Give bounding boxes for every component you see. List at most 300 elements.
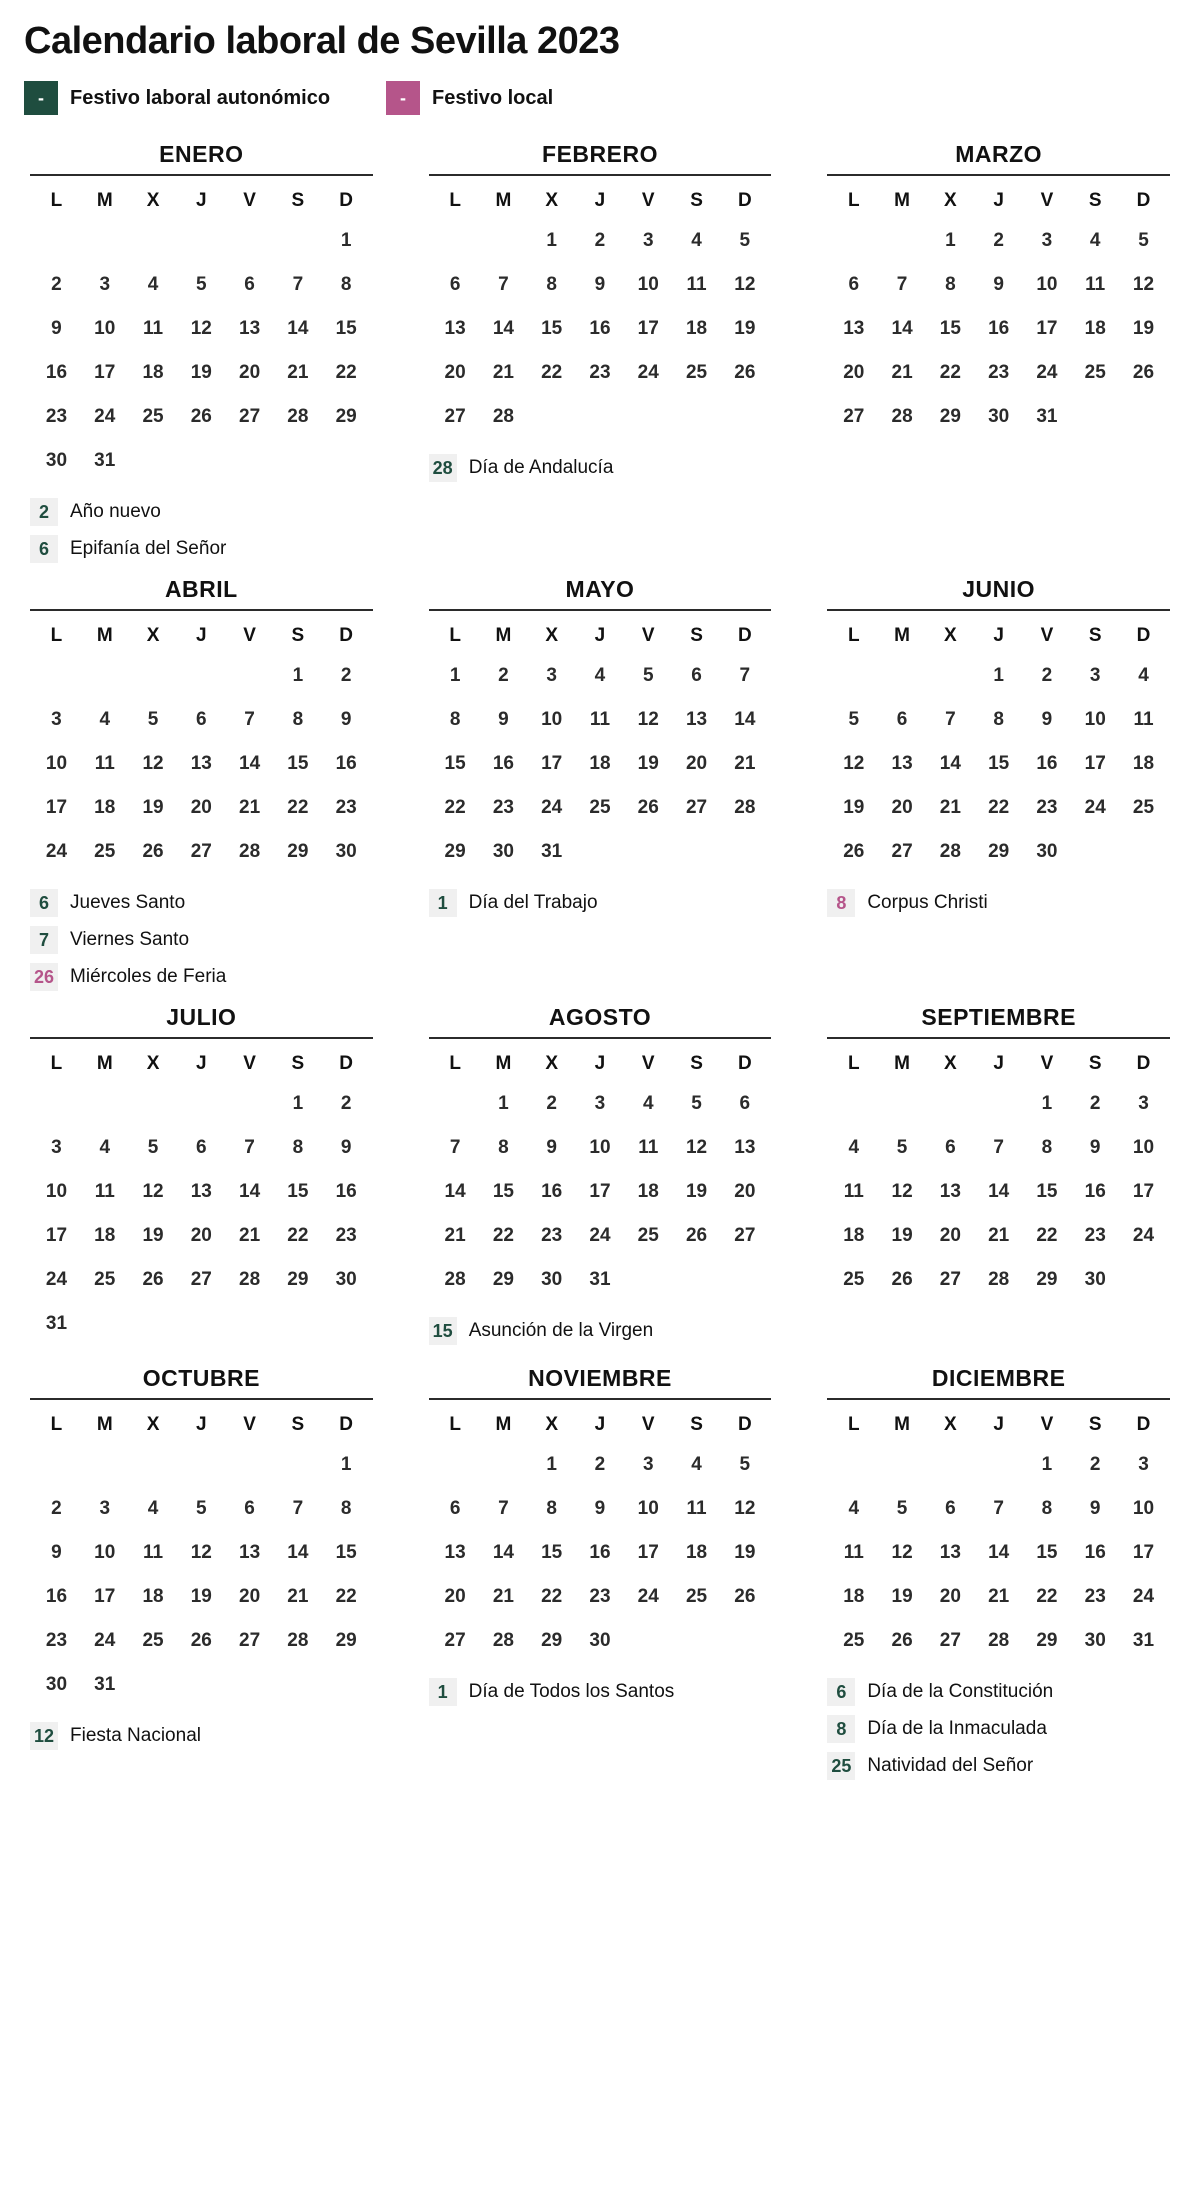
day-cell-weekend[interactable]: 19 bbox=[734, 1542, 756, 1563]
day-cell-weekend[interactable]: 16 bbox=[335, 753, 357, 774]
day-cell[interactable]: 23 bbox=[1036, 797, 1058, 818]
day-cell-weekend[interactable]: 5 bbox=[739, 1454, 751, 1475]
day-cell-weekend[interactable]: 18 bbox=[685, 1542, 708, 1563]
day-cell-weekend[interactable]: 12 bbox=[734, 274, 756, 295]
day-cell[interactable]: 15 bbox=[939, 318, 961, 339]
day-cell[interactable]: 15 bbox=[988, 753, 1010, 774]
day-cell-holiday-autonomico[interactable]: 25 bbox=[843, 1630, 865, 1651]
day-cell[interactable]: 20 bbox=[444, 1586, 466, 1607]
day-cell[interactable]: 16 bbox=[492, 753, 514, 774]
day-cell[interactable]: 14 bbox=[492, 318, 514, 339]
day-cell-weekend[interactable]: 4 bbox=[1089, 230, 1101, 251]
day-cell[interactable]: 3 bbox=[51, 1137, 62, 1158]
day-cell[interactable]: 14 bbox=[988, 1181, 1010, 1202]
day-cell[interactable]: 27 bbox=[239, 406, 261, 427]
day-cell-weekend[interactable]: 3 bbox=[1089, 665, 1101, 686]
day-cell[interactable]: 2 bbox=[1041, 665, 1053, 686]
day-cell-weekend[interactable]: 29 bbox=[335, 406, 357, 427]
day-cell[interactable]: 19 bbox=[637, 753, 659, 774]
day-cell[interactable]: 26 bbox=[891, 1630, 913, 1651]
day-cell[interactable]: 28 bbox=[988, 1269, 1010, 1290]
day-cell[interactable]: 11 bbox=[94, 1181, 115, 1202]
day-cell[interactable]: 18 bbox=[637, 1181, 659, 1202]
day-cell[interactable]: 9 bbox=[993, 274, 1004, 295]
day-cell-weekend[interactable]: 15 bbox=[287, 753, 309, 774]
day-cell[interactable]: 22 bbox=[492, 1225, 514, 1246]
day-cell[interactable]: 25 bbox=[94, 1269, 116, 1290]
day-cell[interactable]: 9 bbox=[51, 1542, 62, 1563]
day-cell[interactable]: 21 bbox=[891, 362, 913, 383]
day-cell[interactable]: 28 bbox=[891, 406, 913, 427]
day-cell[interactable]: 10 bbox=[45, 753, 68, 774]
day-cell[interactable]: 27 bbox=[444, 1630, 466, 1651]
day-cell[interactable]: 29 bbox=[1036, 1269, 1058, 1290]
day-cell[interactable]: 29 bbox=[444, 841, 466, 862]
day-cell-holiday-autonomico[interactable]: 8 bbox=[1041, 1498, 1053, 1519]
day-cell-weekend[interactable]: 22 bbox=[335, 1586, 357, 1607]
day-cell-weekend[interactable]: 29 bbox=[335, 1630, 357, 1651]
day-cell-weekend[interactable]: 18 bbox=[1084, 318, 1106, 339]
day-cell[interactable]: 11 bbox=[589, 709, 611, 730]
day-cell[interactable]: 15 bbox=[444, 753, 466, 774]
day-cell[interactable]: 10 bbox=[589, 1137, 611, 1158]
day-cell[interactable]: 5 bbox=[147, 709, 159, 730]
day-cell-weekend[interactable]: 30 bbox=[335, 841, 357, 862]
day-cell[interactable]: 8 bbox=[449, 709, 461, 730]
day-cell[interactable]: 10 bbox=[637, 1498, 659, 1519]
day-cell-weekend[interactable]: 5 bbox=[1138, 230, 1149, 251]
day-cell[interactable]: 24 bbox=[637, 362, 659, 383]
day-cell[interactable]: 26 bbox=[142, 1269, 164, 1290]
day-cell[interactable]: 31 bbox=[541, 841, 563, 862]
day-cell[interactable]: 4 bbox=[642, 1093, 654, 1114]
day-cell[interactable]: 23 bbox=[589, 1586, 611, 1607]
day-cell[interactable]: 4 bbox=[99, 709, 111, 730]
day-cell[interactable]: 15 bbox=[541, 1542, 563, 1563]
day-cell[interactable]: 16 bbox=[988, 318, 1010, 339]
day-cell-holiday-autonomico[interactable]: 12 bbox=[190, 1542, 212, 1563]
day-cell[interactable]: 20 bbox=[444, 362, 466, 383]
day-cell[interactable]: 13 bbox=[239, 1542, 261, 1563]
day-cell[interactable]: 2 bbox=[498, 665, 509, 686]
day-cell[interactable]: 21 bbox=[239, 797, 261, 818]
day-cell-weekend[interactable]: 15 bbox=[335, 1542, 357, 1563]
day-cell[interactable]: 17 bbox=[589, 1181, 611, 1202]
day-cell[interactable]: 21 bbox=[492, 362, 514, 383]
day-cell[interactable]: 6 bbox=[449, 274, 461, 295]
day-cell[interactable]: 12 bbox=[891, 1542, 913, 1563]
day-cell-weekend[interactable]: 29 bbox=[287, 1269, 309, 1290]
day-cell[interactable]: 19 bbox=[190, 362, 212, 383]
day-cell-weekend[interactable]: 25 bbox=[1132, 797, 1155, 818]
day-cell[interactable]: 22 bbox=[444, 797, 466, 818]
day-cell[interactable]: 30 bbox=[541, 1269, 563, 1290]
day-cell[interactable]: 4 bbox=[147, 274, 159, 295]
day-cell-weekend[interactable]: 26 bbox=[734, 362, 756, 383]
day-cell[interactable]: 7 bbox=[498, 1498, 509, 1519]
day-cell[interactable]: 11 bbox=[843, 1542, 864, 1563]
day-cell[interactable]: 26 bbox=[637, 797, 659, 818]
day-cell[interactable]: 4 bbox=[99, 1137, 111, 1158]
day-cell[interactable]: 24 bbox=[1036, 362, 1058, 383]
day-cell-weekend[interactable]: 18 bbox=[685, 318, 708, 339]
day-cell[interactable]: 16 bbox=[541, 1181, 563, 1202]
day-cell[interactable]: 3 bbox=[642, 230, 654, 251]
day-cell[interactable]: 16 bbox=[589, 1542, 611, 1563]
day-cell[interactable]: 5 bbox=[896, 1498, 908, 1519]
day-cell[interactable]: 8 bbox=[546, 274, 557, 295]
day-cell[interactable]: 24 bbox=[45, 1269, 68, 1290]
day-cell[interactable]: 30 bbox=[45, 450, 68, 471]
day-cell[interactable]: 4 bbox=[594, 665, 606, 686]
day-cell-weekend[interactable]: 24 bbox=[1132, 1586, 1155, 1607]
day-cell-weekend[interactable]: 14 bbox=[287, 318, 309, 339]
day-cell[interactable]: 7 bbox=[244, 1137, 255, 1158]
day-cell[interactable]: 14 bbox=[939, 753, 961, 774]
day-cell[interactable]: 27 bbox=[843, 406, 865, 427]
day-cell[interactable]: 6 bbox=[244, 1498, 255, 1519]
day-cell-weekend[interactable]: 11 bbox=[686, 274, 707, 295]
day-cell[interactable]: 9 bbox=[51, 318, 62, 339]
day-cell-holiday-autonomico[interactable]: 1 bbox=[449, 665, 461, 686]
day-cell-weekend[interactable]: 23 bbox=[1084, 1225, 1106, 1246]
day-cell-weekend[interactable]: 5 bbox=[691, 1093, 702, 1114]
day-cell[interactable]: 20 bbox=[190, 1225, 212, 1246]
day-cell-weekend[interactable]: 27 bbox=[685, 797, 708, 818]
day-cell-weekend[interactable]: 21 bbox=[287, 362, 309, 383]
day-cell[interactable]: 5 bbox=[147, 1137, 159, 1158]
day-cell-weekend[interactable]: 23 bbox=[1084, 1586, 1106, 1607]
day-cell[interactable]: 3 bbox=[51, 709, 62, 730]
day-cell-weekend[interactable]: 21 bbox=[287, 1586, 309, 1607]
day-cell[interactable]: 3 bbox=[594, 1093, 606, 1114]
day-cell[interactable]: 8 bbox=[498, 1137, 509, 1158]
day-cell[interactable]: 16 bbox=[1036, 753, 1058, 774]
day-cell[interactable]: 3 bbox=[99, 1498, 111, 1519]
day-cell[interactable]: 12 bbox=[142, 753, 164, 774]
day-cell[interactable]: 9 bbox=[594, 274, 606, 295]
day-cell-weekend[interactable]: 3 bbox=[1138, 1454, 1149, 1475]
day-cell[interactable]: 17 bbox=[541, 753, 563, 774]
day-cell-holiday-autonomico[interactable]: 6 bbox=[196, 709, 207, 730]
day-cell[interactable]: 28 bbox=[239, 1269, 261, 1290]
day-cell-weekend[interactable]: 19 bbox=[734, 318, 756, 339]
day-cell[interactable]: 16 bbox=[45, 362, 68, 383]
day-cell[interactable]: 5 bbox=[196, 274, 207, 295]
day-cell-weekend[interactable]: 1 bbox=[340, 230, 352, 251]
day-cell[interactable]: 20 bbox=[843, 362, 865, 383]
day-cell[interactable]: 25 bbox=[142, 1630, 164, 1651]
day-cell-weekend[interactable]: 6 bbox=[691, 665, 702, 686]
day-cell[interactable]: 15 bbox=[1036, 1181, 1058, 1202]
day-cell[interactable]: 10 bbox=[94, 318, 116, 339]
day-cell[interactable]: 12 bbox=[142, 1181, 164, 1202]
day-cell[interactable]: 21 bbox=[988, 1225, 1010, 1246]
day-cell-weekend[interactable]: 8 bbox=[340, 274, 352, 295]
day-cell[interactable]: 17 bbox=[45, 797, 68, 818]
day-cell[interactable]: 11 bbox=[142, 318, 164, 339]
day-cell[interactable]: 29 bbox=[492, 1269, 514, 1290]
day-cell-weekend[interactable]: 19 bbox=[685, 1181, 708, 1202]
day-cell-weekend[interactable]: 11 bbox=[1133, 709, 1154, 730]
day-cell[interactable]: 23 bbox=[589, 362, 611, 383]
day-cell[interactable]: 17 bbox=[1036, 318, 1058, 339]
day-cell[interactable]: 24 bbox=[541, 797, 563, 818]
day-cell[interactable]: 25 bbox=[94, 841, 116, 862]
day-cell-weekend[interactable]: 17 bbox=[1132, 1542, 1155, 1563]
day-cell-weekend[interactable]: 1 bbox=[292, 665, 304, 686]
day-cell[interactable]: 1 bbox=[945, 230, 956, 251]
day-cell-holiday-local[interactable]: 26 bbox=[142, 841, 164, 862]
day-cell[interactable]: 23 bbox=[492, 797, 514, 818]
day-cell[interactable]: 30 bbox=[988, 406, 1010, 427]
day-cell[interactable]: 17 bbox=[637, 1542, 659, 1563]
day-cell[interactable]: 11 bbox=[843, 1181, 864, 1202]
day-cell-holiday-autonomico[interactable]: 28 bbox=[492, 406, 514, 427]
day-cell-weekend[interactable]: 20 bbox=[734, 1181, 756, 1202]
day-cell[interactable]: 12 bbox=[843, 753, 865, 774]
day-cell[interactable]: 4 bbox=[848, 1498, 860, 1519]
day-cell[interactable]: 13 bbox=[444, 1542, 466, 1563]
day-cell[interactable]: 19 bbox=[142, 1225, 164, 1246]
day-cell[interactable]: 3 bbox=[99, 274, 111, 295]
day-cell[interactable]: 20 bbox=[891, 797, 913, 818]
day-cell[interactable]: 5 bbox=[642, 665, 654, 686]
day-cell-weekend[interactable]: 16 bbox=[1084, 1542, 1106, 1563]
day-cell-weekend[interactable]: 18 bbox=[1132, 753, 1155, 774]
day-cell[interactable]: 6 bbox=[196, 1137, 207, 1158]
day-cell[interactable]: 31 bbox=[1036, 406, 1058, 427]
day-cell-weekend[interactable]: 12 bbox=[685, 1137, 708, 1158]
day-cell[interactable]: 18 bbox=[142, 1586, 164, 1607]
day-cell-weekend[interactable]: 11 bbox=[1085, 274, 1106, 295]
day-cell-weekend[interactable]: 26 bbox=[685, 1225, 708, 1246]
day-cell[interactable]: 1 bbox=[1041, 1093, 1053, 1114]
day-cell-weekend[interactable]: 7 bbox=[292, 274, 304, 295]
day-cell-weekend[interactable]: 10 bbox=[1132, 1137, 1155, 1158]
day-cell[interactable]: 27 bbox=[444, 406, 466, 427]
day-cell[interactable]: 2 bbox=[594, 230, 606, 251]
day-cell[interactable]: 3 bbox=[546, 665, 557, 686]
day-cell[interactable]: 18 bbox=[94, 1225, 116, 1246]
day-cell[interactable]: 20 bbox=[239, 1586, 261, 1607]
day-cell-weekend[interactable]: 10 bbox=[1084, 709, 1106, 730]
day-cell-weekend[interactable]: 17 bbox=[1132, 1181, 1155, 1202]
day-cell-weekend[interactable]: 22 bbox=[287, 797, 309, 818]
day-cell[interactable]: 9 bbox=[546, 1137, 557, 1158]
day-cell[interactable]: 26 bbox=[891, 1269, 913, 1290]
day-cell-weekend[interactable]: 3 bbox=[1138, 1093, 1149, 1114]
day-cell-weekend[interactable]: 14 bbox=[734, 709, 756, 730]
day-cell[interactable]: 27 bbox=[190, 841, 212, 862]
day-cell-weekend[interactable]: 13 bbox=[734, 1137, 756, 1158]
day-cell[interactable]: 29 bbox=[939, 406, 961, 427]
day-cell-weekend[interactable]: 6 bbox=[739, 1093, 751, 1114]
day-cell-weekend[interactable]: 1 bbox=[292, 1093, 304, 1114]
day-cell-weekend[interactable]: 28 bbox=[287, 1630, 309, 1651]
day-cell[interactable]: 18 bbox=[589, 753, 611, 774]
day-cell[interactable]: 8 bbox=[546, 1498, 557, 1519]
day-cell[interactable]: 15 bbox=[541, 318, 563, 339]
day-cell[interactable]: 31 bbox=[94, 450, 116, 471]
day-cell[interactable]: 13 bbox=[843, 318, 865, 339]
day-cell[interactable]: 15 bbox=[1036, 1542, 1058, 1563]
day-cell[interactable]: 25 bbox=[843, 1269, 865, 1290]
day-cell[interactable]: 9 bbox=[1041, 709, 1053, 730]
day-cell[interactable]: 3 bbox=[1041, 230, 1053, 251]
day-cell-holiday-autonomico[interactable]: 1 bbox=[546, 1454, 557, 1475]
day-cell-weekend[interactable]: 9 bbox=[340, 709, 352, 730]
day-cell[interactable]: 28 bbox=[939, 841, 961, 862]
day-cell-weekend[interactable]: 14 bbox=[287, 1542, 309, 1563]
day-cell[interactable]: 19 bbox=[891, 1225, 913, 1246]
day-cell[interactable]: 20 bbox=[239, 362, 261, 383]
day-cell-weekend[interactable]: 8 bbox=[292, 709, 304, 730]
day-cell[interactable]: 27 bbox=[239, 1630, 261, 1651]
day-cell[interactable]: 19 bbox=[190, 1586, 212, 1607]
day-cell[interactable]: 26 bbox=[190, 1630, 212, 1651]
day-cell-weekend[interactable]: 23 bbox=[335, 797, 357, 818]
day-cell-weekend[interactable]: 25 bbox=[1084, 362, 1106, 383]
day-cell-weekend[interactable]: 31 bbox=[1132, 1630, 1155, 1651]
day-cell-weekend[interactable]: 19 bbox=[1132, 318, 1155, 339]
day-cell-weekend[interactable]: 30 bbox=[1084, 1630, 1106, 1651]
day-cell-weekend[interactable]: 4 bbox=[1138, 665, 1149, 686]
day-cell[interactable]: 20 bbox=[939, 1586, 961, 1607]
day-cell[interactable]: 9 bbox=[594, 1498, 606, 1519]
day-cell[interactable]: 29 bbox=[541, 1630, 563, 1651]
day-cell[interactable]: 28 bbox=[492, 1630, 514, 1651]
day-cell-weekend[interactable]: 12 bbox=[734, 1498, 756, 1519]
day-cell-weekend[interactable]: 21 bbox=[734, 753, 756, 774]
day-cell-weekend[interactable]: 13 bbox=[685, 709, 708, 730]
day-cell[interactable]: 30 bbox=[589, 1630, 611, 1651]
day-cell[interactable]: 27 bbox=[939, 1269, 961, 1290]
day-cell-weekend[interactable]: 25 bbox=[685, 362, 708, 383]
day-cell[interactable]: 31 bbox=[45, 1313, 68, 1334]
day-cell[interactable]: 28 bbox=[988, 1630, 1010, 1651]
day-cell[interactable]: 13 bbox=[891, 753, 913, 774]
day-cell[interactable]: 30 bbox=[45, 1674, 68, 1695]
day-cell[interactable]: 10 bbox=[94, 1542, 116, 1563]
day-cell-weekend[interactable]: 2 bbox=[1089, 1093, 1101, 1114]
day-cell-weekend[interactable]: 2 bbox=[1089, 1454, 1101, 1475]
day-cell-holiday-autonomico[interactable]: 2 bbox=[51, 274, 62, 295]
day-cell-weekend[interactable]: 15 bbox=[287, 1181, 309, 1202]
day-cell[interactable]: 11 bbox=[142, 1542, 164, 1563]
day-cell-weekend[interactable]: 4 bbox=[691, 230, 702, 251]
day-cell[interactable]: 16 bbox=[589, 318, 611, 339]
day-cell[interactable]: 19 bbox=[891, 1586, 913, 1607]
day-cell[interactable]: 3 bbox=[642, 1454, 654, 1475]
day-cell[interactable]: 14 bbox=[492, 1542, 514, 1563]
day-cell-weekend[interactable]: 30 bbox=[1084, 1269, 1106, 1290]
day-cell[interactable]: 13 bbox=[939, 1181, 961, 1202]
day-cell[interactable]: 18 bbox=[843, 1225, 865, 1246]
day-cell-weekend[interactable]: 22 bbox=[287, 1225, 309, 1246]
day-cell[interactable]: 10 bbox=[1036, 274, 1058, 295]
day-cell[interactable]: 22 bbox=[988, 797, 1010, 818]
day-cell-weekend[interactable]: 7 bbox=[292, 1498, 304, 1519]
day-cell-weekend[interactable]: 24 bbox=[1084, 797, 1106, 818]
day-cell[interactable]: 28 bbox=[239, 841, 261, 862]
day-cell[interactable]: 22 bbox=[939, 362, 961, 383]
day-cell[interactable]: 24 bbox=[637, 1586, 659, 1607]
day-cell-holiday-autonomico[interactable]: 6 bbox=[945, 1498, 956, 1519]
day-cell-weekend[interactable]: 24 bbox=[1132, 1225, 1155, 1246]
day-cell-weekend[interactable]: 23 bbox=[335, 1225, 357, 1246]
day-cell[interactable]: 18 bbox=[94, 797, 116, 818]
day-cell[interactable]: 7 bbox=[896, 274, 908, 295]
day-cell[interactable]: 12 bbox=[637, 709, 659, 730]
day-cell[interactable]: 6 bbox=[848, 274, 860, 295]
day-cell[interactable]: 4 bbox=[848, 1137, 860, 1158]
day-cell[interactable]: 6 bbox=[945, 1137, 956, 1158]
day-cell[interactable]: 13 bbox=[939, 1542, 961, 1563]
day-cell[interactable]: 9 bbox=[498, 709, 509, 730]
day-cell[interactable]: 25 bbox=[142, 406, 164, 427]
day-cell-weekend[interactable]: 10 bbox=[1132, 1498, 1155, 1519]
day-cell-weekend[interactable]: 17 bbox=[1084, 753, 1106, 774]
day-cell[interactable]: 26 bbox=[843, 841, 865, 862]
day-cell[interactable]: 21 bbox=[444, 1225, 466, 1246]
day-cell-weekend[interactable]: 27 bbox=[734, 1225, 756, 1246]
day-cell[interactable]: 24 bbox=[45, 841, 68, 862]
day-cell[interactable]: 13 bbox=[190, 753, 212, 774]
day-cell-weekend[interactable]: 9 bbox=[340, 1137, 352, 1158]
day-cell[interactable]: 28 bbox=[444, 1269, 466, 1290]
day-cell-holiday-autonomico[interactable]: 15 bbox=[492, 1181, 514, 1202]
day-cell[interactable]: 1 bbox=[1041, 1454, 1053, 1475]
day-cell[interactable]: 7 bbox=[498, 274, 509, 295]
day-cell[interactable]: 23 bbox=[45, 1630, 68, 1651]
day-cell-holiday-autonomico[interactable]: 7 bbox=[244, 709, 255, 730]
day-cell-weekend[interactable]: 15 bbox=[335, 318, 357, 339]
day-cell-weekend[interactable]: 22 bbox=[335, 362, 357, 383]
day-cell[interactable]: 14 bbox=[891, 318, 913, 339]
day-cell[interactable]: 23 bbox=[541, 1225, 563, 1246]
day-cell[interactable]: 27 bbox=[190, 1269, 212, 1290]
day-cell[interactable]: 27 bbox=[891, 841, 913, 862]
day-cell[interactable]: 5 bbox=[196, 1498, 207, 1519]
day-cell-weekend[interactable]: 16 bbox=[1084, 1181, 1106, 1202]
day-cell-weekend[interactable]: 12 bbox=[1132, 274, 1155, 295]
day-cell[interactable]: 24 bbox=[589, 1225, 611, 1246]
day-cell-weekend[interactable]: 20 bbox=[685, 753, 708, 774]
day-cell[interactable]: 14 bbox=[444, 1181, 466, 1202]
day-cell[interactable]: 17 bbox=[637, 318, 659, 339]
day-cell[interactable]: 5 bbox=[848, 709, 860, 730]
day-cell[interactable]: 22 bbox=[1036, 1586, 1058, 1607]
day-cell-holiday-local[interactable]: 8 bbox=[993, 709, 1004, 730]
day-cell[interactable]: 17 bbox=[94, 362, 116, 383]
day-cell[interactable]: 14 bbox=[239, 1181, 261, 1202]
day-cell[interactable]: 19 bbox=[843, 797, 865, 818]
day-cell[interactable]: 4 bbox=[147, 1498, 159, 1519]
day-cell-weekend[interactable]: 26 bbox=[734, 1586, 756, 1607]
day-cell[interactable]: 18 bbox=[142, 362, 164, 383]
day-cell[interactable]: 10 bbox=[541, 709, 563, 730]
day-cell[interactable]: 7 bbox=[449, 1137, 461, 1158]
day-cell-weekend[interactable]: 4 bbox=[691, 1454, 702, 1475]
day-cell[interactable]: 1 bbox=[546, 230, 557, 251]
day-cell[interactable]: 7 bbox=[993, 1137, 1004, 1158]
day-cell-weekend[interactable]: 9 bbox=[1089, 1137, 1101, 1158]
day-cell-weekend[interactable]: 8 bbox=[340, 1498, 352, 1519]
day-cell[interactable]: 19 bbox=[142, 797, 164, 818]
day-cell[interactable]: 22 bbox=[541, 362, 563, 383]
day-cell[interactable]: 23 bbox=[45, 406, 68, 427]
